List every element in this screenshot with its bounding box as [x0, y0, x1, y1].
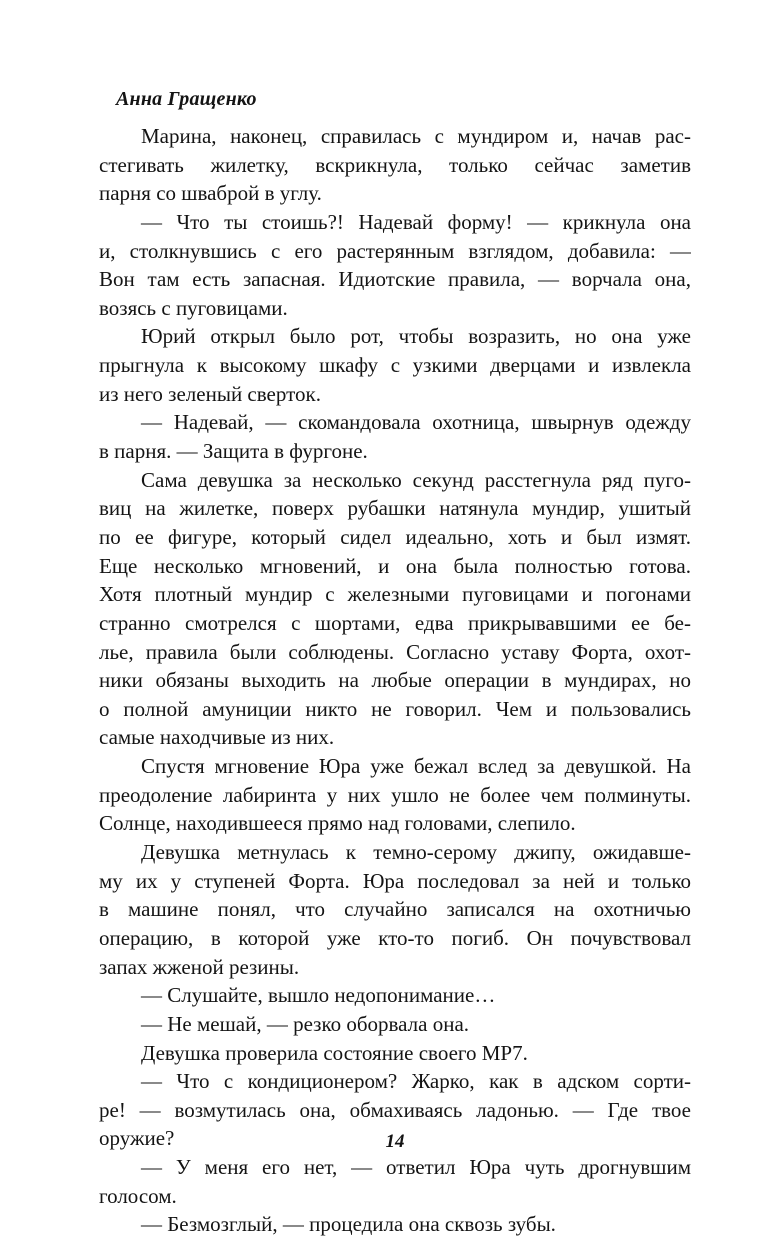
text-line: ре! — возмутилась она, обмахиваясь ладонью. — Где твое [99, 1097, 691, 1122]
paragraph [99, 208, 691, 323]
text-line: в машине понял, что случайно записался на охотничью [99, 897, 691, 922]
text-line: и, столкнувшись с его растерянным взглядом, добавила: — [99, 238, 691, 263]
text-line: Девушка метнулась к темно-серому джипу, ожидавше- [141, 840, 691, 865]
text-line: — Безмозглый, — процедила она сквозь зубы. [141, 1212, 556, 1237]
text-line: операцию, в которой уже кто-то погиб. Он почувствовал [99, 925, 691, 950]
text-line: прыгнула к высокому шкафу с узкими дверцами и извлекла [99, 353, 691, 378]
paragraph [99, 1210, 691, 1239]
text-line: — Что с кондиционером? Жарко, как в адском сорти- [141, 1069, 691, 1094]
text-line: му их у ступеней Форта. Юра последовал за ней и только [99, 868, 691, 893]
text-line: — У меня его нет, — ответил Юра чуть дрогнувшим [141, 1155, 691, 1180]
text-line: ники обязаны выходить на любые операции в мундирах, но [99, 668, 691, 693]
text-line: лье, правила были соблюдены. Согласно уставу Форта, охот- [99, 639, 691, 664]
text-line: парня со шваброй в углу. [99, 181, 322, 206]
paragraph [99, 322, 691, 408]
text-line: странно смотрелся с шортами, едва прикрывавшими ее бе- [99, 610, 691, 635]
text-line: Марина, наконец, справилась с мундиром и, начав рас- [141, 124, 691, 148]
text-line: о полной амуниции никто не говорил. Чем и пользовались [99, 696, 691, 721]
page-number: 14 [385, 1131, 405, 1152]
text-line: — Надевай, — скомандовала охотница, швырнув одежду [141, 410, 691, 435]
text-line: виц на жилетке, поверх рубашки натянула мундир, ушитый [99, 496, 691, 521]
text-line: Солнце, находившееся прямо над головами, слепило. [99, 811, 576, 836]
text-line: Еще несколько мгновений, и она была полностью готова. [99, 553, 691, 578]
text-line: Юрий открыл было рот, чтобы возразить, но она уже [141, 324, 691, 349]
text-line: Сама девушка за несколько секунд расстегнула ряд пуго- [141, 467, 691, 492]
text-line: самые находчивые из них. [99, 725, 335, 750]
paragraph [99, 408, 691, 465]
text-line: — Не мешай, — резко оборвала она. [141, 1011, 470, 1036]
paragraph [99, 466, 691, 752]
text-line: из него зеленый сверток. [99, 381, 321, 406]
paragraph [99, 838, 691, 981]
text-line: — Что ты стоишь?! Надевай форму! — крикнула она [141, 209, 691, 234]
text-line: Вон там есть запасная. Идиотские правила, — ворчала она, [99, 267, 691, 292]
paragraph [99, 122, 691, 208]
paragraph [99, 752, 691, 838]
paragraph [99, 1039, 691, 1068]
text-line: Спустя мгновение Юра уже бежал вслед за девушкой. На [141, 754, 691, 779]
text-line: голосом. [99, 1183, 177, 1208]
text-line: преодоление лабиринта у них ушло не более чем полминуты. [99, 782, 691, 807]
text-line: оружие? [99, 1126, 175, 1151]
text-line: стегивать жилетку, вскрикнула, только сейчас заметив [99, 152, 691, 177]
text-line: Девушка проверила состояние своего МР7. [141, 1040, 528, 1065]
text-line: запах жженой резины. [99, 954, 300, 979]
text-line: Хотя плотный мундир с железными пуговицами и погонами [99, 582, 691, 607]
paragraph [99, 1153, 691, 1210]
paragraph [99, 1010, 691, 1039]
author-name: Анна Гращенко [116, 88, 257, 110]
text-line: в парня. — Защита в фургоне. [99, 439, 368, 464]
paragraph [99, 981, 691, 1010]
text-line: по ее фигуре, который сидел идеально, хоть и был измят. [99, 524, 691, 549]
text-block [99, 122, 691, 1239]
text-line: — Слушайте, вышло недопонимание… [141, 983, 496, 1008]
text-line: возясь с пуговицами. [99, 295, 288, 320]
